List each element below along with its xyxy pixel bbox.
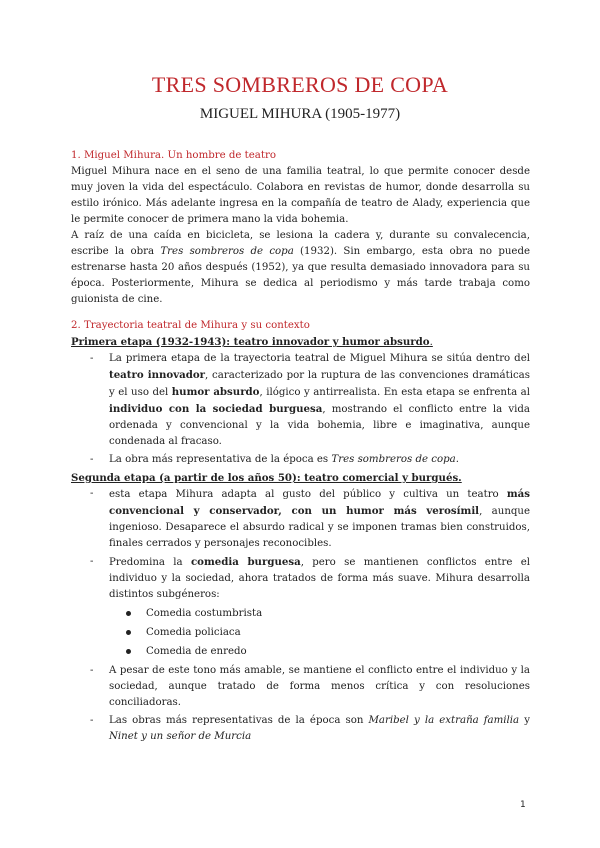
etapa2-heading: Segunda etapa (a partir de los años 50): teatro comercial y burgués.: [71, 472, 462, 484]
section1-heading: 1. Miguel Mihura. Un hombre de teatro: [71, 150, 276, 161]
section2-heading: 2. Trayectoria teatral de Mihura y su contexto: [71, 320, 310, 331]
section1-paragraph2: A raíz de una caída en bicicleta, se lesiona la cadera y, durante su convalecencia, escribe la obra Tres sombreros de copa (1932). Sin embargo, esta obra no puede estrenarse hasta 20 años después (1952), ya que resulta demasiado innovadora para su época. Posteriormente, Mihura se dedica al periodismo y más tarde trabaja como guionista de cine.: [71, 230, 530, 305]
list-item: - esta etapa Mihura adapta al gusto del público y cultiva un teatro más convencional y conservador, con un humor más verosímil, aunque ingenioso. Desaparece el absurdo radical y se imponen tramas bien construidos, finales cerrados y personajes reconocibles.: [109, 486, 530, 552]
list-item: - La primera etapa de la trayectoria teatral de Miguel Mihura se sitúa dentro del teatro innovador, caracterizado por la ruptura de las convenciones dramáticas y el uso del humor absurdo, ilógico y antirrealista. En esta etapa se enfrenta al individuo con la sociedad burguesa, mostrando el conflicto entre la vida ordenada y convencional y la vida bohemia, libre e imaginativa, aunque condenada al fracaso.: [109, 351, 530, 450]
bullet-item: Comedia de enredo: [146, 642, 530, 661]
etapa1-list: [71, 351, 530, 468]
document-body: [71, 148, 530, 747]
subgeneros-list: [109, 604, 530, 661]
page-number: 1: [520, 800, 526, 810]
etapa1-heading: Primera etapa (1932-1943): teatro innovador y humor absurdo.: [71, 336, 433, 348]
section1-paragraph1: Miguel Mihura nace en el seno de una familia teatral, lo que permite conocer desde muy joven la vida del espectáculo. Colabora en revistas de humor, donde desarrolla su estilo irónico. Más adelante ingresa en la compañía de teatro de Alady, experiencia que le permite conocer de primera mano la vida bohemia.: [71, 166, 530, 225]
list-item: - A pesar de este tono más amable, se mantiene el conflicto entre el individuo y la sociedad, aunque tratado de forma menos crítica y con resoluciones conciliadoras.: [109, 663, 530, 711]
etapa2-list: [71, 486, 530, 745]
work-title: Tres sombreros de copa: [160, 246, 294, 257]
bullet-item: Comedia policiaca: [146, 623, 530, 642]
list-item: - Predomina la comedia burguesa, pero se mantienen conflictos entre el individuo y la sociedad, ahora tratados de forma más suave. Mihura desarrolla distintos subgéneros: Comedia costumbrista Comedia policiaca Comedia de enredo: [109, 554, 530, 661]
list-item: - Las obras más representativas de la época son Maribel y la extraña familia y Ninet y un señor de Murcia: [109, 713, 530, 745]
bullet-item: Comedia costumbrista: [146, 604, 530, 623]
document-subtitle: MIGUEL MIHURA (1905-1977): [199, 106, 401, 122]
list-item: - La obra más representativa de la época es Tres sombreros de copa.: [109, 452, 530, 468]
document-title: TRES SOMBREROS DE COPA: [151, 72, 449, 97]
